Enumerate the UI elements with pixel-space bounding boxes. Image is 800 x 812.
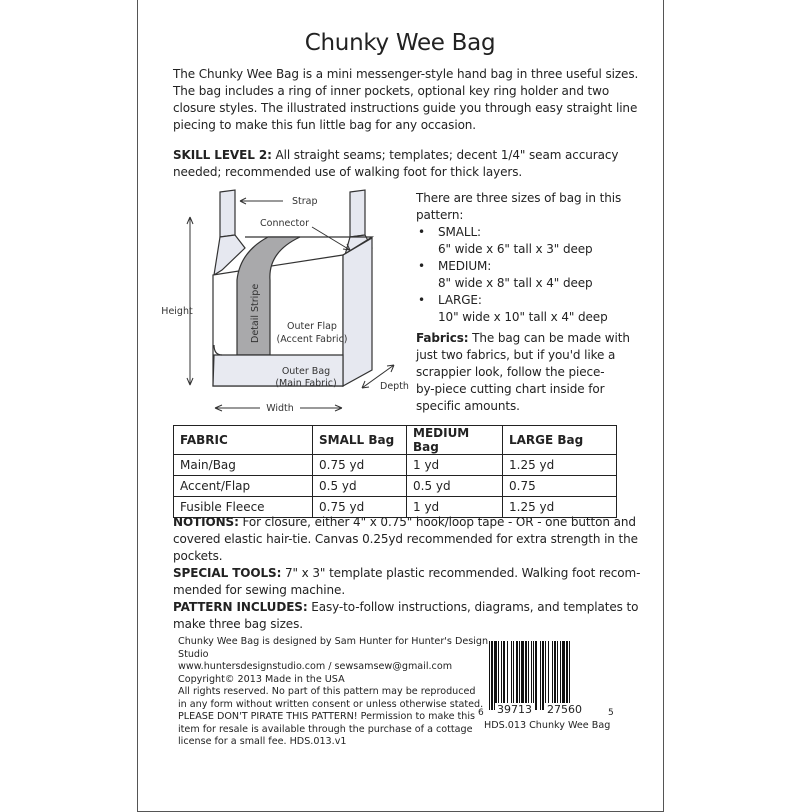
notions-label: NOTIONS: [173, 515, 239, 529]
table-cell: 0.75 yd [313, 497, 407, 518]
intro-line: closure styles. The illustrated instructions guide you through easy straight line [173, 101, 638, 115]
page-title: Chunky Wee Bag [304, 30, 496, 56]
table-header-row [174, 426, 617, 455]
skill-label: SKILL LEVEL 2: [173, 148, 272, 162]
size-dims: 10" wide x 10" tall x 4" deep [438, 310, 608, 324]
size-item [416, 292, 621, 326]
table-cell: Fusible Fleece [174, 497, 313, 518]
barcode-digit: 5 [608, 708, 614, 718]
size-dims: 8" wide x 8" tall x 4" deep [438, 276, 593, 290]
footer-line: All rights reserved. No part of this pattern may be reproduced [178, 686, 476, 697]
table-header: FABRIC [174, 426, 313, 455]
footer-line: in any form without written consent or unless otherwise stated. [178, 698, 484, 710]
table-cell: 1 yd [407, 455, 503, 476]
footer-line: www.huntersdesignstudio.com / sewsamsew@gmail.com [178, 661, 453, 672]
footer-line: Chunky Wee Bag is designed by Sam Hunter for Hunter's Design [178, 636, 489, 647]
tools-text: 7" x 3" template plastic recommended. Walking foot recom- [281, 566, 641, 580]
sizes-list [416, 224, 621, 326]
intro-line: piecing to make this fun little bag for any occasion. [173, 118, 477, 132]
footer-line: license for a small fee. HDS.013.v1 [178, 736, 347, 747]
notions-text: For closure, either 4" x 0.75" hook/loop tape - OR - one button and [238, 515, 636, 529]
width-label: Width [266, 403, 294, 414]
fabrics-line: scrappier look, follow the piece- [416, 365, 605, 379]
skill-text: needed; recommended use of walking foot for thick layers. [173, 165, 523, 179]
bag-diagram [150, 180, 420, 420]
connector-label: Connector [260, 218, 309, 229]
notions-text: covered elastic hair-tie. Canvas 0.25yd recommended for extra strength in the [173, 532, 638, 546]
barcode-bar [570, 641, 571, 710]
fabric-table [173, 425, 617, 518]
table-cell: 1.25 yd [503, 455, 617, 476]
height-label: Height [161, 306, 193, 317]
footer-line: item for resale is available through the purchase of a cottage [178, 723, 473, 735]
barcode-digits-right: 27560 [547, 703, 582, 716]
outer-bag-sub: (Main Fabric) [275, 378, 337, 389]
depth-label: Depth [380, 381, 409, 392]
size-name: • MEDIUM: [438, 259, 492, 273]
notions-text: pockets. [173, 549, 223, 563]
strap-label: Strap [292, 196, 318, 207]
sizes-section [416, 190, 621, 326]
tools-label: SPECIAL TOOLS: [173, 566, 282, 580]
table-cell: Main/Bag [174, 455, 313, 476]
size-dims: 6" wide x 6" tall x 3" deep [438, 242, 593, 256]
table-header: LARGE Bag [503, 426, 617, 455]
fabrics-line: just two fabrics, but if you'd like a [416, 348, 616, 362]
tools-text: mended for sewing machine. [173, 583, 346, 597]
fabrics-line: by-piece cutting chart inside for [416, 382, 605, 396]
footer-line: Studio [178, 648, 209, 660]
table-cell: 0.75 [503, 476, 617, 497]
barcode-caption: HDS.013 Chunky Wee Bag [484, 720, 611, 731]
size-item [416, 258, 621, 292]
barcode-digit: 6 [478, 708, 484, 718]
table-header: SMALL Bag [313, 426, 407, 455]
intro-line: The bag includes a ring of inner pockets, optional key ring holder and two [173, 84, 610, 98]
table-cell: 1.25 yd [503, 497, 617, 518]
outer-flap-label: Outer Flap [287, 321, 337, 332]
table-cell: 0.5 yd [407, 476, 503, 497]
notes-section [173, 514, 640, 633]
size-item [416, 224, 621, 258]
skill-level [173, 147, 618, 181]
size-name: • SMALL: [438, 225, 481, 239]
fabrics-line: specific amounts. [416, 399, 520, 413]
sizes-intro: pattern: [416, 208, 464, 222]
barcode [489, 641, 602, 710]
table-header: MEDIUM Bag [407, 426, 503, 455]
table-row [174, 476, 617, 497]
fabrics-section [416, 330, 630, 415]
fabrics-line: The bag can be made with [468, 331, 630, 345]
table-cell: Accent/Flap [174, 476, 313, 497]
includes-text: Easy-to-follow instructions, diagrams, and templates to [307, 600, 639, 614]
intro-paragraph [173, 66, 638, 134]
table-cell: 0.75 yd [313, 455, 407, 476]
size-name: • LARGE: [438, 293, 482, 307]
intro-line: The Chunky Wee Bag is a mini messenger-style hand bag in three useful sizes. [173, 67, 639, 81]
barcode-digits [478, 705, 618, 717]
barcode-digits-left: 39713 [497, 703, 532, 716]
footer-line: Copyright© 2013 Made in the USA [178, 673, 345, 685]
outer-flap-sub: (Accent Fabric) [276, 334, 348, 345]
sizes-intro: There are three sizes of bag in this [416, 191, 622, 205]
detail-stripe-label: Detail Stripe [250, 283, 261, 343]
fabrics-label: Fabrics: [416, 331, 469, 345]
skill-text: All straight seams; templates; decent 1/4" seam accuracy [271, 148, 619, 162]
table-cell: 1 yd [407, 497, 503, 518]
outer-bag-label: Outer Bag [281, 366, 331, 377]
includes-text: make three bag sizes. [173, 617, 303, 631]
footer-line: PLEASE DON'T PIRATE THIS PATTERN! Permission to make this [178, 711, 476, 722]
footer-credits [178, 636, 488, 749]
table-row [174, 455, 617, 476]
includes-label: PATTERN INCLUDES: [173, 600, 308, 614]
table-cell: 0.5 yd [313, 476, 407, 497]
